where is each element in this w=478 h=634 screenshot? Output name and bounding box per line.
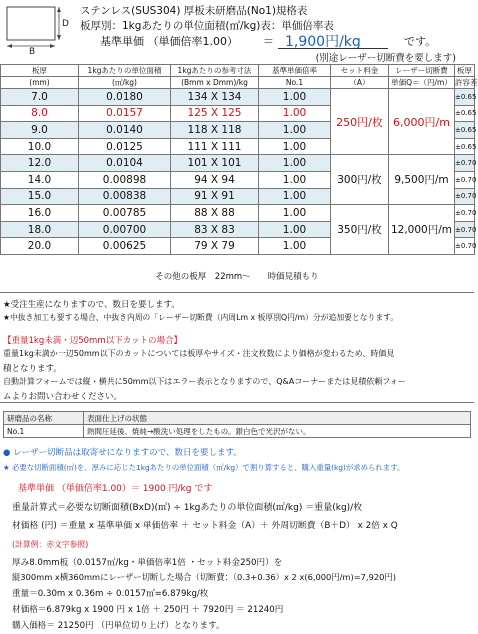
example-weight: 重量＝0.30m x 0.36m ÷ 0.0157㎡=6.879kg/枚 [12,589,209,599]
base-price-row [80,33,474,49]
page-title: ステンレス(SUS304) 厚板未研磨品(No1)規格表 [80,5,308,17]
set-fee-cell: 250円/枚 [331,89,389,155]
base-price-underline [278,48,388,49]
header-rate: 基準単価倍率 [259,65,331,77]
note-small-cut-line2: 積となります。 [3,364,62,374]
thickness-cell: 18.0 [1,221,79,238]
thickness-cell: 12.0 [1,155,79,172]
finish-table-header [4,412,471,425]
subheader-set-a: （A） [331,77,389,89]
rate-cell: 1.00 [259,155,331,172]
other-thickness-note: その他の板厚 22mm〜 時価見積もり [155,272,319,282]
laser-fee-note: (別途レーザー切断費を要します) [315,53,456,64]
note-inner-cut: ★中抜き加工も要する場合、中抜き内周の「レーザー切断費（内周Lm x 板厚別Q円/m）分が追加要となります。 [3,313,399,322]
unit-area-cell: 0.00700 [79,221,171,238]
table-row [1,205,475,222]
tolerance-cell: ±0.65 [455,122,475,139]
diagram-d-label: D [62,19,69,29]
table-subheader-row [1,77,475,89]
unit-area-cell: 0.00898 [79,171,171,188]
header-thickness: 板厚 [1,65,79,77]
unit-area-cell: 0.0157 [79,105,171,122]
header-ref-size: 1kgあたりの参考寸法 [171,65,259,77]
note-production-days: ★受注生産になりますので、数日を要します。 [3,300,180,310]
rate-cell: 1.00 [259,188,331,205]
laser-fee-cell: 9,500円/m [389,155,455,205]
rate-cell: 1.00 [259,238,331,255]
header-set-fee: セット料金 [331,65,389,77]
table-row [1,89,475,106]
rate-cell: 1.00 [259,171,331,188]
header-laser-fee: レーザー切断費 [389,65,455,77]
ref-size-cell: 79 X 79 [171,238,259,255]
example-purchase-price: 購入価格＝ 21250円 （円単位切り上げ）となります。 [12,621,225,631]
note-small-cut-heading: 【重量1kg未満・辺50mm以下カットの場合】 [3,336,183,346]
finish-header-state: 表面仕上げの状態 [84,412,471,425]
finish-table-row [4,425,471,438]
tolerance-cell: ±0.70 [455,188,475,205]
base-price-equals: ＝ [263,35,274,48]
note-form-line2: ムよりお問い合わせください。 [3,392,123,402]
tolerance-cell: ±0.65 [455,89,475,106]
page-subtitle: 板厚別：1kgあたりの単位面積(㎡/kg)表：単価倍率表 [80,20,334,32]
weight-formula: 重量計算式＝必要な切断面積(BxD)(㎡) ÷ 1kgあたりの単位面積(㎡/kg) ＝重量(kg)/枚 [12,503,363,513]
set-fee-cell: 350円/枚 [331,205,389,255]
note-small-cut-line1: 重量1kg未満か一辺50mm以下のカットについては板厚やサイズ・注文枚数により価格が変わるため、時価見 [3,349,395,358]
unit-area-cell: 0.0125 [79,138,171,155]
note-form-line1: 自動計算フォームでは縦・横共に50mm以下はエラー表示となりますので、Q&Aコーナーまたは見積依頼フォー [3,377,406,386]
thickness-cell: 8.0 [1,105,79,122]
thickness-cell: 16.0 [1,205,79,222]
ref-size-cell: 118 X 118 [171,122,259,139]
ref-size-cell: 88 X 88 [171,205,259,222]
tolerance-cell: ±0.65 [455,138,475,155]
subheader-laser-q: 単価Q＝（円/m） [389,77,455,89]
subheader-tolerance: 許容差 [455,78,478,87]
example-line1: 厚み8.0mm板（0.0157㎡/kg・単価倍率1倍 ・セット料金250円）を [12,558,283,568]
laser-order-note: ● レーザー切断品は取寄せになりますので、数日を要します。 [3,448,242,458]
weight-calc-hint: ★ 必要な切断面積(㎡)を、厚みに応じた1kgあたりの単位面積（㎡/kg）で割り算すると、購入重量(kg)が求められます。 [3,463,405,472]
unit-area-cell: 0.00838 [79,188,171,205]
finish-name: No.1 [4,425,84,438]
finish-header-name: 研磨品の名称 [4,412,84,425]
header-unit-area: 1kgあたりの単位面積 [79,65,171,77]
thickness-cell: 20.0 [1,238,79,255]
thickness-cell: 7.0 [1,89,79,106]
ref-size-cell: 101 X 101 [171,155,259,172]
tolerance-cell: ±0.70 [455,221,475,238]
header [0,0,474,66]
subheader-unit-mm: (mm) [1,77,79,89]
ref-size-cell: 134 X 134 [171,89,259,106]
rate-cell: 1.00 [259,122,331,139]
rate-cell: 1.00 [259,138,331,155]
plate-dimension-diagram [3,4,69,57]
rate-cell: 1.00 [259,105,331,122]
ref-size-cell: 111 X 111 [171,138,259,155]
tolerance-cell: ±0.70 [455,155,475,172]
base-price-value: 1,900円/kg [285,34,361,50]
finish-table [3,411,471,438]
spec-table [0,64,478,255]
subheader-unit-size: (Bmm x Dmm)/kg [171,77,259,89]
thickness-cell: 15.0 [1,188,79,205]
unit-area-cell: 0.0180 [79,89,171,106]
laser-fee-cell: 12,000円/m [389,205,455,255]
price-formula: 材価格 (円) ＝重量 x 基準単価 x 単価倍率 ＋ セット料金（A）＋ 外周切断費（B＋D） x 2倍 x Q [12,521,398,531]
tolerance-cell: ±0.70 [455,238,475,255]
thickness-cell: 9.0 [1,122,79,139]
calc-example-label: (計算例：赤文字参照) [12,540,89,549]
unit-area-cell: 0.0140 [79,122,171,139]
ref-size-cell: 91 X 91 [171,188,259,205]
header-thickness-tol: 板厚 [455,65,475,77]
thickness-cell: 10.0 [1,138,79,155]
rate-cell: 1.00 [259,221,331,238]
ref-size-cell: 94 X 94 [171,171,259,188]
laser-fee-cell: 6,000円/m [389,89,455,155]
tolerance-cell: ±0.70 [455,171,475,188]
table-header-row [1,65,475,77]
unit-area-cell: 0.00625 [79,238,171,255]
ref-size-cell: 83 X 83 [171,221,259,238]
tolerance-cell: ±0.65 [455,105,475,122]
thickness-cell: 14.0 [1,171,79,188]
example-material-price: 材価格＝6.879kg x 1900 円 x 1倍 ＋ 250円 ＋ 7920円 ＝ 21240円 [12,605,284,615]
order-notes [0,292,474,403]
tolerance-cell: ±0.70 [455,205,475,222]
unit-area-cell: 0.0104 [79,155,171,172]
subheader-finish-no1: No.1 [259,77,331,89]
base-price-suffix: です。 [404,35,437,48]
rate-cell: 1.00 [259,205,331,222]
finish-state: 熱間圧延後、焼純→酸洗い処理をしたもの。銀白色で光沢がない。 [84,425,471,438]
table-row [1,155,475,172]
diagram-b-label: B [29,47,36,57]
unit-area-cell: 0.00785 [79,205,171,222]
rate-cell: 1.00 [259,89,331,106]
set-fee-cell: 300円/枚 [331,155,389,205]
base-price-label: 基準単価 （単価倍率1.00） [100,35,238,48]
subheader-unit-area: (㎡/kg) [79,77,171,89]
ref-size-cell: 125 X 125 [171,105,259,122]
example-line2: 縦300mm x横360mmにレーザー切断した場合（切断費：（0.3+0.36）x 2 x(6,000円/m)=7,920円) [12,572,396,582]
calc-base-price: 基準単価 （単価倍率1.00）＝ 1900 円/kg です [18,484,213,494]
